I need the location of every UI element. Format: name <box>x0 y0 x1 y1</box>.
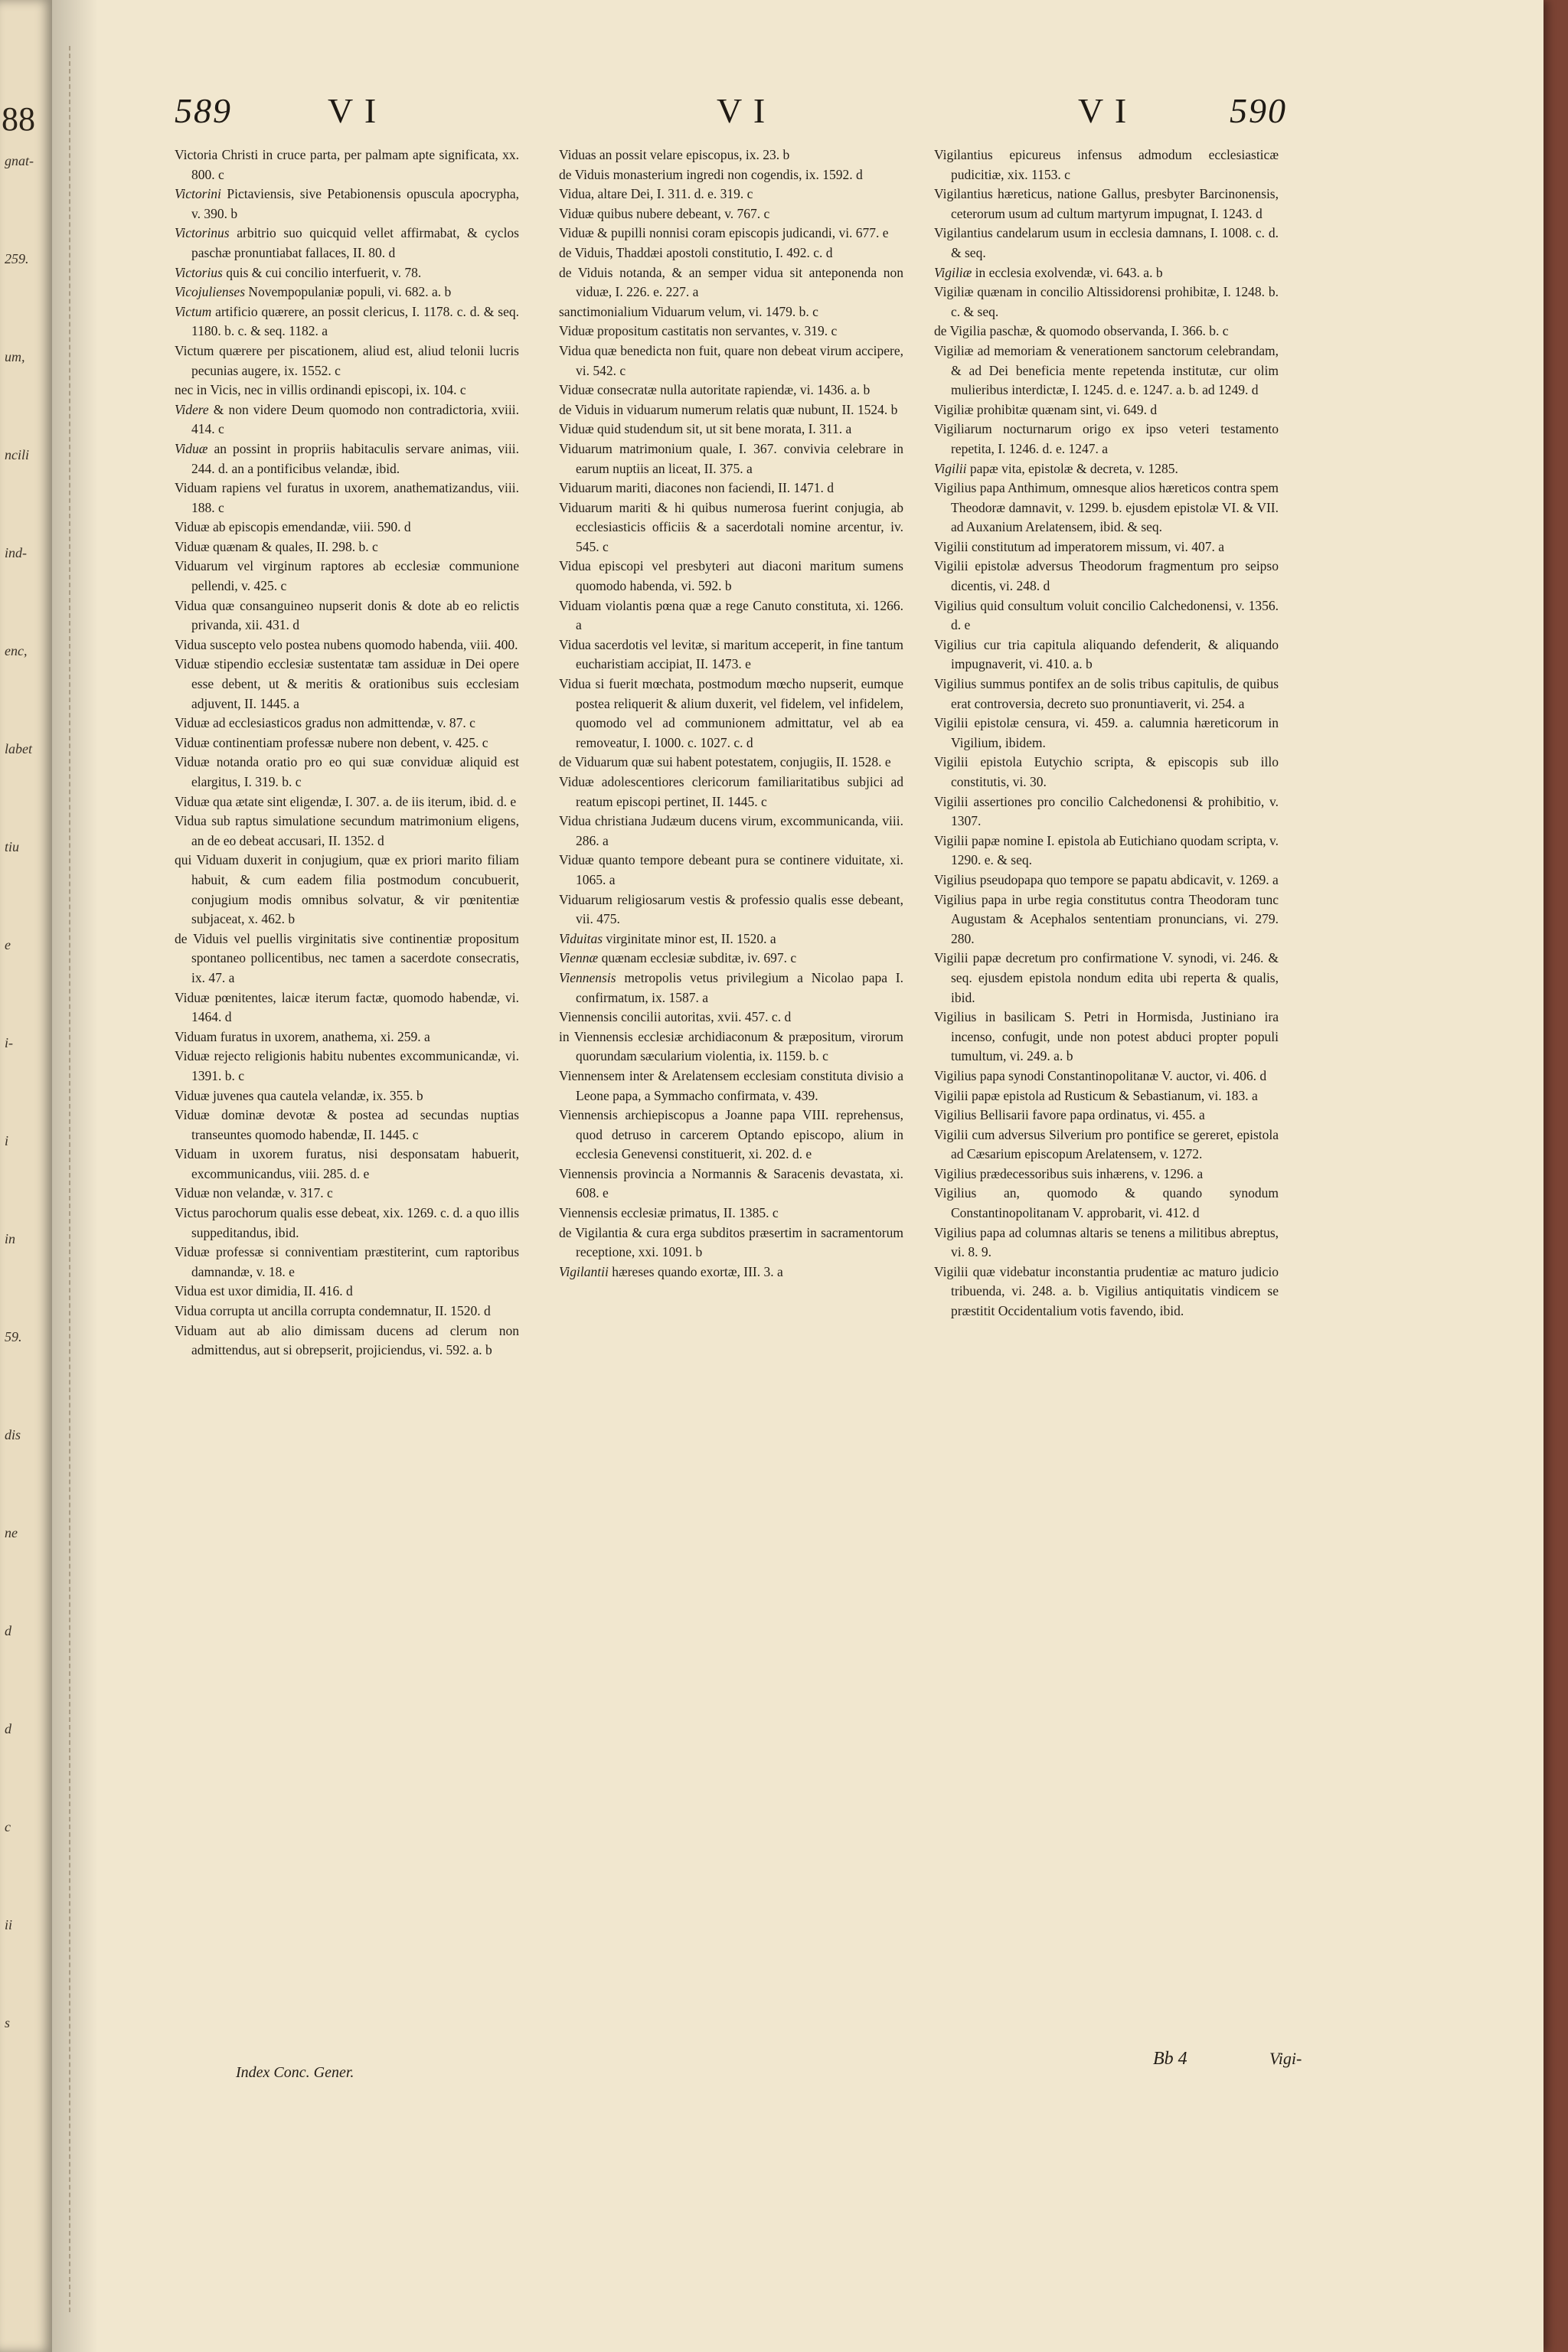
index-text: Vidua si fuerit mœchata, postmodum mœcho nupserit, eumque postea reliquerit & alium duxerit, vel fidelem, vel infidelem, quomodo vel ad communionem admittatur, vel ab ea removeatur, I. 1000. c. 1027. c. d <box>559 676 903 750</box>
index-entry <box>559 812 903 851</box>
index-text: Viduæ professæ si conniventiam præstiterint, cum raptoribus damnandæ, v. 18. e <box>175 1244 519 1279</box>
index-text: in ecclesia exolvendæ, vi. 643. a. b <box>972 264 1163 280</box>
index-text: Vigilii epistola Eutychio scripta, & episcopis sub illo constitutis, vi. 30. <box>934 754 1279 789</box>
index-text: de Viduis notanda, & an semper vidua sit anteponenda non viduæ, I. 226. e. 227. a <box>559 264 903 300</box>
catchword: Vigi- <box>1269 2049 1302 2068</box>
index-text: Viennensis ecclesiæ primatus, II. 1385. c <box>559 1205 779 1221</box>
index-entry <box>934 263 1279 283</box>
index-text: Vigiliæ ad memoriam & venerationem sanctorum celebrandam, & ad Dei beneficia mente repetenda institutæ, cur olim mulieribus interdictæ, I. 1245. d. e. 1247. a. b. ad 1249. d <box>934 342 1279 398</box>
index-entry <box>175 792 519 812</box>
index-text: Viduæ qua ætate sint eligendæ, I. 307. a. de iis iterum, ibid. d. e <box>175 793 517 809</box>
index-text: Victum quærere per piscationem, aliud est, aliud telonii lucris pecunias augere, ix. 1552. c <box>175 342 519 378</box>
index-entry <box>175 341 519 381</box>
index-text: de Viduis, Thaddæi apostoli constitutio, I. 492. c. d <box>559 244 833 260</box>
index-text: Viduæ propositum castitatis non servantes, v. 319. c <box>559 323 838 339</box>
index-text: Viduæ quanto tempore debeant pura se continere viduitate, xi. 1065. a <box>559 852 903 887</box>
index-text: Viduæ & pupilli nonnisi coram episcopis judicandi, vi. 677. e <box>559 225 889 241</box>
previous-page-fragment: e <box>5 937 11 952</box>
index-text: Novempopulaniæ populi, vi. 682. a. b <box>245 284 452 300</box>
previous-page-fragment: 259. <box>5 251 29 266</box>
index-text: Vigilius in basilicam S. Petri in Hormisda, Justiniano ira incenso, confugit, unde non potest abduci propter populi tumultum, vi. 249. a. b <box>934 1009 1279 1064</box>
index-entry <box>559 302 903 322</box>
index-text: Vigilius an, quomodo & quando synodum Constantinopolitanam V. approbarit, vi. 412. d <box>934 1185 1279 1221</box>
index-text: Vigiliæ prohibitæ quænam sint, vi. 649. d <box>934 401 1158 417</box>
index-text: Vigilius pseudopapa quo tempore se papatu abdicavit, v. 1269. a <box>934 871 1279 887</box>
index-entry <box>175 400 519 439</box>
right-running-head: V I <box>1078 91 1129 130</box>
previous-page-fragment: in <box>5 1231 16 1246</box>
index-entry <box>934 1008 1279 1067</box>
index-text: Viduarum matrimonium quale, I. 367. convivia celebrare in earum nuptiis an liceat, II. 375. a <box>559 440 903 476</box>
center-running-head: V I <box>717 91 767 130</box>
index-text: Vigilantius candelarum usum in ecclesia damnans, I. 1008. c. d. & seq. <box>934 225 1279 260</box>
index-text: Viennensis concilii autoritas, xvii. 457. c. d <box>559 1009 792 1025</box>
index-entry <box>934 871 1279 890</box>
index-entry <box>175 635 519 655</box>
previous-page-fragment: ne <box>5 1525 18 1540</box>
index-entry <box>934 890 1279 949</box>
index-entry <box>559 557 903 596</box>
index-text: Viduas an possit velare episcopus, ix. 23. b <box>559 147 790 162</box>
index-text: Pictaviensis, sive Petabionensis opuscula apocrypha, v. 390. b <box>191 186 519 221</box>
index-entry <box>559 165 903 185</box>
index-text: Vidua sacerdotis vel levitæ, si maritum acceperit, in fine tantum eucharistiam accipiat, II. 1473. e <box>559 636 903 672</box>
index-page <box>52 0 1544 2352</box>
index-entry <box>175 537 519 557</box>
index-entry <box>175 283 519 302</box>
index-text: Vigilius cur tria capitula aliquando defenderit, & aliquando impugnaverit, vi. 410. a. b <box>934 636 1279 672</box>
index-text: Vidua est uxor dimidia, II. 416. d <box>175 1283 353 1299</box>
index-text: Viduam furatus in uxorem, anathema, xi. 259. a <box>175 1028 430 1044</box>
index-text: Viduarum religiosarum vestis & professio qualis esse debeant, vii. 475. <box>559 891 903 927</box>
index-entry <box>559 204 903 224</box>
index-text: Vigilius papa in urbe regia constitutus contra Theodoram tunc Augustam & Acephalos sententiam pronuncians, vi. 279. 280. <box>934 891 1279 946</box>
index-text: quis & cui concilio interfuerit, v. 78. <box>222 264 422 280</box>
index-entry <box>175 263 519 283</box>
previous-page-fragment: d <box>5 1721 11 1736</box>
index-text: Vidua suscepto velo postea nubens quomodo habenda, viii. 400. <box>175 636 518 652</box>
index-text: Viduæ dominæ devotæ & postea ad secundas nuptias transeuntes quomodo habendæ, II. 1445. c <box>175 1107 519 1142</box>
index-entry <box>559 439 903 479</box>
index-text: Viduarum vel virginum raptores ab ecclesiæ communione pellendi, v. 425. c <box>175 558 519 594</box>
index-column-3 <box>934 145 1279 1321</box>
index-entry <box>559 969 903 1008</box>
index-text: & non videre Deum quomodo non contradictoria, xviii. 414. c <box>191 401 519 437</box>
index-text: Viduæ quænam & quales, II. 298. b. c <box>175 538 378 554</box>
index-text: Viennensem inter & Arelatensem ecclesiam constituta divisio a Leone papa, a Symmacho confirmata, v. 439. <box>559 1067 903 1103</box>
index-text: papæ vita, epistolæ & decreta, v. 1285. <box>966 460 1178 476</box>
index-text: Viduæ consecratæ nulla autoritate rapiendæ, vi. 1436. a. b <box>559 382 871 398</box>
index-entry <box>175 812 519 851</box>
index-entry <box>559 185 903 204</box>
previous-page-fragment: tiu <box>5 839 20 854</box>
index-entry <box>934 224 1279 263</box>
index-entry <box>559 635 903 675</box>
index-entry <box>934 341 1279 400</box>
index-entry <box>934 792 1279 831</box>
index-entry <box>175 224 519 263</box>
index-entry <box>175 302 519 341</box>
index-text: Vigiliarum nocturnarum origo ex ipso veteri testamento repetita, I. 1246. d. e. 1247. a <box>934 421 1279 456</box>
index-text: Viduæ quibus nubere debeant, v. 767. c <box>559 205 770 221</box>
left-page-number: 589 <box>175 91 232 130</box>
previous-page-fragment: um, <box>5 349 25 364</box>
index-entry <box>934 1165 1279 1184</box>
index-text: sanctimonialium Viduarum velum, vi. 1479. b. c <box>559 303 818 319</box>
index-entry <box>175 1184 519 1204</box>
index-text: Vigilii cum adversus Silverium pro pontifice se gereret, epistola ad Cæsarium episcopum Arelatensem, v. 1272. <box>934 1126 1279 1162</box>
index-text: Vigilius papa ad columnas altaris se tenens a militibus abreptus, vi. 8. 9. <box>934 1224 1279 1260</box>
index-keyword: Vigilii <box>934 460 967 476</box>
index-entry <box>175 714 519 733</box>
index-entry <box>559 341 903 381</box>
index-text: Viduæ quid studendum sit, ut sit bene morata, I. 311. a <box>559 421 852 437</box>
index-entry <box>559 400 903 420</box>
index-entry <box>934 459 1279 479</box>
index-entry <box>175 1282 519 1302</box>
index-text: de Viduis vel puellis virginitatis sive continentiæ propositum spontaneo pollicentibus, nec tamen a sacerdote consecratis, ix. 47. a <box>175 930 519 985</box>
previous-page-fragment: 59. <box>5 1329 22 1344</box>
index-text: de Viduis monasterium ingredi non cogendis, ix. 1592. d <box>559 166 863 182</box>
index-text: in Viennensis ecclesiæ archidiaconum & præpositum, virorum quorundam sæcularium violentia, ix. 1159. b. c <box>559 1028 903 1064</box>
index-entry <box>175 479 519 518</box>
index-text: Viduæ ab episcopis emendandæ, viii. 590. d <box>175 519 411 535</box>
index-entry <box>175 988 519 1027</box>
index-text: metropolis vetus privilegium a Nicolao papa I. confirmatum, ix. 1587. a <box>576 969 903 1005</box>
index-entry <box>175 1302 519 1321</box>
index-entry <box>559 1165 903 1204</box>
index-entry <box>175 1204 519 1243</box>
index-text: artificio quærere, an possit clericus, I. 1178. c. d. & seq. 1180. b. c. & seq. 1182. a <box>191 303 519 339</box>
index-entry <box>175 596 519 635</box>
index-entry <box>175 929 519 988</box>
index-entry <box>175 1047 519 1086</box>
index-entry <box>934 1263 1279 1321</box>
left-running-head: V I <box>328 91 378 130</box>
index-text: Vidua episcopi vel presbyteri aut diaconi maritum sumens quomodo habenda, vi. 592. b <box>559 558 903 594</box>
index-entry <box>934 283 1279 322</box>
index-entry <box>934 1067 1279 1086</box>
index-entry <box>175 185 519 224</box>
footer-title: Index Conc. Gener. <box>236 2064 354 2081</box>
index-text: Victus parochorum qualis esse debeat, xix. 1269. c. d. a quo illis suppeditandus, ibid. <box>175 1205 519 1240</box>
index-entry <box>934 831 1279 871</box>
index-entry <box>559 773 903 812</box>
previous-page-fragment: c <box>5 1819 11 1834</box>
index-entry <box>934 1086 1279 1106</box>
index-text: an possint in propriis habitaculis servare animas, viii. 244. d. an a pontificibus velandæ, ibid. <box>191 440 519 476</box>
index-entry <box>175 439 519 479</box>
index-text: Viennensis provincia a Normannis & Saracenis devastata, xi. 608. e <box>559 1165 903 1201</box>
index-keyword: Victorius <box>175 264 223 280</box>
index-entry <box>559 596 903 635</box>
index-text: Vidua sub raptus simulatione secundum matrimonium eligens, an de eo debeat accusari, II. 1352. d <box>175 813 519 848</box>
right-page-number: 590 <box>1230 91 1287 130</box>
index-entry <box>175 1106 519 1145</box>
index-text: Viduarum mariti & hi quibus numerosa fuerint conjugia, ab ecclesiasticis officiis & a sacerdotali nomine arcentur, iv. 545. c <box>559 499 903 554</box>
book-cover-edge <box>1544 0 1568 2352</box>
index-entry <box>934 145 1279 185</box>
index-keyword: Victorinus <box>175 225 230 241</box>
index-entry <box>559 1263 903 1282</box>
index-entry <box>175 518 519 537</box>
index-text: arbitrio suo quicquid vellet affirmabat, & cyclos paschæ pronuntiabat fallaces, II. 80. d <box>191 225 519 260</box>
index-text: Vigilii assertiones pro concilio Calchedonensi & prohibitio, v. 1307. <box>934 793 1279 829</box>
index-text: Vigilii papæ nomine I. epistola ab Eutichiano quodam scripta, v. 1290. e. & seq. <box>934 832 1279 868</box>
index-column-2 <box>559 145 903 1282</box>
index-text: Viduæ continentiam professæ nubere non debent, v. 425. c <box>175 734 488 750</box>
index-text: Viduam aut ab alio dimissam ducens ad clerum non admittendus, aut si obrepserit, projiciendus, vi. 592. a. b <box>175 1322 519 1358</box>
index-text: Victoria Christi in cruce parta, per palmam apte significata, xx. 800. c <box>175 147 519 182</box>
index-text: Vigilii papæ epistola ad Rusticum & Sebastianum, vi. 183. a <box>934 1087 1258 1103</box>
index-text: Vigilii constitutum ad imperatorem missum, vi. 407. a <box>934 538 1225 554</box>
index-entry <box>934 596 1279 635</box>
previous-page-fragment: i- <box>5 1035 13 1050</box>
index-text: Vidua corrupta ut ancilla corrupta condemnatur, II. 1520. d <box>175 1303 491 1319</box>
index-entry <box>934 675 1279 714</box>
previous-page-fragment: gnat- <box>5 153 34 168</box>
index-entry <box>175 1321 519 1361</box>
index-text: Viduæ adolescentiores clericorum familiaritatibus subjici ad reatum episcopi pertinet, II. 1445. c <box>559 774 903 809</box>
index-text: de Vigilantia & cura erga subditos præsertim in sacramentorum receptione, xxi. 1091. b <box>559 1224 903 1260</box>
index-entry <box>934 185 1279 224</box>
index-entry <box>934 537 1279 557</box>
index-entry <box>559 929 903 949</box>
index-text: Vigilii quæ videbatur inconstantia prudentiæ ac maturo judicio tribuenda, vi. 248. a. b. Vigilius antiquitatis vindicem se præstitit Occidentalium votis favendo, ibid. <box>934 1263 1279 1319</box>
index-entry <box>559 753 903 773</box>
index-text: qui Viduam duxerit in conjugium, quæ ex priori marito filiam habuit, & cum eadem filia postmodum concubuerit, conjugium modis omnibus solvatur, & vir pœnitentiæ subjaceat, x. 462. b <box>175 852 519 927</box>
previous-page-fragment: labet <box>5 741 32 756</box>
index-column-1 <box>175 145 519 1361</box>
index-text: Viduæ notanda oratio pro eo qui suæ conviduæ aliquid est elargitus, I. 319. b. c <box>175 754 519 789</box>
index-text: Viduarum mariti, diacones non faciendi, II. 1471. d <box>559 480 835 496</box>
index-keyword: Victum <box>175 303 212 319</box>
index-entry <box>934 1184 1279 1223</box>
index-keyword: Viduæ <box>175 440 208 456</box>
index-text: Vigilius summus pontifex an de solis tribus capitulis, de quibus erat controversia, decreto suo pronuntiaverit, vi. 254. a <box>934 676 1279 711</box>
index-entry <box>175 145 519 185</box>
index-text: Viduam rapiens vel furatus in uxorem, anathematizandus, viii. 188. c <box>175 480 519 515</box>
index-text: Vigilius Bellisarii favore papa ordinatus, vi. 455. a <box>934 1107 1205 1123</box>
index-entry <box>559 1067 903 1106</box>
index-entry <box>559 675 903 753</box>
index-entry <box>559 322 903 341</box>
index-text: Vidua quæ consanguineo nupserit donis & dote ab eo relictis privanda, xii. 431. d <box>175 597 519 633</box>
index-entry <box>934 400 1279 420</box>
index-entry <box>559 224 903 243</box>
index-text: Vigilantius epicureus infensus admodum ecclesiasticæ pudicitiæ, xix. 1153. c <box>934 147 1279 182</box>
previous-page-fragment: s <box>5 2015 11 2030</box>
index-entry <box>934 1125 1279 1165</box>
index-text: hæreses quando exortæ, III. 3. a <box>608 1263 783 1279</box>
previous-page-fragment: ncili <box>5 447 29 462</box>
index-text: Viduam in uxorem furatus, nisi desponsatam habuerit, excommunicandus, viii. 285. d. e <box>175 1146 519 1181</box>
index-entry <box>175 557 519 596</box>
index-text: Vigiliæ quænam in concilio Altissidorensi prohibitæ, I. 1248. b. c. & seq. <box>934 284 1279 319</box>
index-text: virginitate minor est, II. 1520. a <box>603 930 776 946</box>
index-keyword: Viennæ <box>559 950 599 966</box>
index-entry <box>559 263 903 302</box>
index-text: de Viduarum quæ sui habent potestatem, conjugiis, II. 1528. e <box>559 754 891 770</box>
index-keyword: Vicojulienses <box>175 284 246 300</box>
index-keyword: Videre <box>175 401 209 417</box>
index-text: Viduæ stipendio ecclesiæ sustentatæ tam assiduæ in Dei opere esse debent, ut & meritis & orationibus suis ecclesiam adjuvent, II. 1445. a <box>175 656 519 711</box>
index-text: Viduæ rejecto religionis habitu nubentes excommunicandæ, vi. 1391. b. c <box>175 1048 519 1083</box>
index-entry <box>559 1106 903 1165</box>
previous-page-fragment: ind- <box>5 545 27 560</box>
index-entry <box>559 1223 903 1263</box>
index-entry <box>175 655 519 714</box>
index-text: Viduæ pœnitentes, laicæ iterum factæ, quomodo habendæ, vi. 1464. d <box>175 989 519 1025</box>
index-text: Vigilii papæ decretum pro confirmatione V. synodi, vi. 246. & seq. ejusdem epistola nondum edita ubi reperta & qualis, ibid. <box>934 950 1279 1005</box>
index-text: Viennensis archiepiscopus a Joanne papa VIII. reprehensus, quod detruso in carcerem Optando episcopo, alium in ecclesia Genevensi constituerit, xi. 202. d. e <box>559 1107 903 1162</box>
index-entry <box>559 1204 903 1223</box>
index-text: Viduæ juvenes qua cautela velandæ, ix. 355. b <box>175 1087 423 1103</box>
previous-page-fragment: ii <box>5 1917 13 1932</box>
margin-rule <box>69 46 83 2312</box>
previous-page-fragment: d <box>5 1623 11 1638</box>
index-entry <box>175 1243 519 1282</box>
index-keyword: Victorini <box>175 186 221 202</box>
index-entry <box>934 949 1279 1008</box>
index-entry <box>934 753 1279 792</box>
index-text: Vigilii epistolæ adversus Theodorum fragmentum pro seipso dicentis, vi. 248. d <box>934 558 1279 594</box>
index-text: Vidua christiana Judæum ducens virum, excommunicanda, viii. 286. a <box>559 813 903 848</box>
index-text: Vigilius quid consultum voluit concilio Calchedonensi, v. 1356. d. e <box>934 597 1279 633</box>
index-entry <box>175 1145 519 1184</box>
index-text: Vigilius prædecessoribus suis inhærens, v. 1296. a <box>934 1165 1204 1181</box>
index-text: Vidua, altare Dei, I. 311. d. e. 319. c <box>559 186 753 202</box>
index-entry <box>559 479 903 498</box>
index-text: Vigilii epistolæ censura, vi. 459. a. calumnia hæreticorum in Vigilium, ibidem. <box>934 715 1279 750</box>
index-entry <box>559 851 903 890</box>
index-keyword: Vigilantii <box>559 1263 609 1279</box>
index-keyword: Vigiliæ <box>934 264 972 280</box>
index-text: Vidua quæ benedicta non fuit, quare non debeat virum accipere, vi. 542. c <box>559 342 903 378</box>
index-entry <box>175 1027 519 1047</box>
previous-page-fragment: enc, <box>5 643 28 658</box>
index-entry <box>559 1027 903 1067</box>
index-text: Vigilantius hæreticus, natione Gallus, presbyter Barcinonensis, ceterorum usum ad cultum martyrum impugnat, I. 1243. d <box>934 186 1279 221</box>
index-entry <box>934 479 1279 537</box>
index-entry <box>934 635 1279 675</box>
index-entry <box>934 1223 1279 1263</box>
index-entry <box>934 322 1279 341</box>
index-entry <box>175 753 519 792</box>
index-keyword: Viennensis <box>559 969 616 985</box>
index-text: Viduæ ad ecclesiasticos gradus non admittendæ, v. 87. c <box>175 715 475 731</box>
index-entry <box>175 1086 519 1106</box>
index-entry <box>934 714 1279 753</box>
index-entry <box>559 1008 903 1027</box>
index-keyword: Viduitas <box>559 930 603 946</box>
index-entry <box>934 420 1279 459</box>
index-entry <box>559 243 903 263</box>
index-text: de Viduis in viduarum numerum relatis quæ nubunt, II. 1524. b <box>559 401 898 417</box>
index-entry <box>175 381 519 400</box>
signature-mark: Bb 4 <box>1153 2049 1187 2069</box>
index-entry <box>559 145 903 165</box>
index-text: Vigilius papa Anthimum, omnesque alios hæreticos contra spem Theodoræ damnavit, v. 1299. b. ejusdem epistolæ VI. & VII. ad Auxanium Arelatensem, ibid. & seq. <box>934 480 1279 535</box>
index-entry <box>559 949 903 969</box>
previous-page-edge <box>0 0 52 2352</box>
index-text: Viduam violantis pœna quæ a rege Canuto constituta, xi. 1266. a <box>559 597 903 633</box>
previous-page-number: 88 <box>2 100 35 138</box>
index-text: Vigilius papa synodi Constantinopolitanæ V. auctor, vi. 406. d <box>934 1067 1267 1083</box>
index-entry <box>934 1106 1279 1125</box>
index-entry <box>559 420 903 439</box>
index-text: nec in Vicis, nec in villis ordinandi episcopi, ix. 104. c <box>175 382 466 398</box>
index-text: Viduæ non velandæ, v. 317. c <box>175 1185 333 1201</box>
index-entry <box>934 557 1279 596</box>
previous-page-fragment: dis <box>5 1427 21 1442</box>
previous-page-fragment: i <box>5 1133 9 1148</box>
index-text: quænam ecclesiæ subditæ, iv. 697. c <box>598 950 797 966</box>
index-entry <box>559 498 903 557</box>
index-entry <box>175 851 519 929</box>
index-entry <box>559 890 903 929</box>
index-entry <box>559 381 903 400</box>
index-text: de Vigilia paschæ, & quomodo observanda, I. 366. b. c <box>934 323 1229 339</box>
index-entry <box>175 733 519 753</box>
